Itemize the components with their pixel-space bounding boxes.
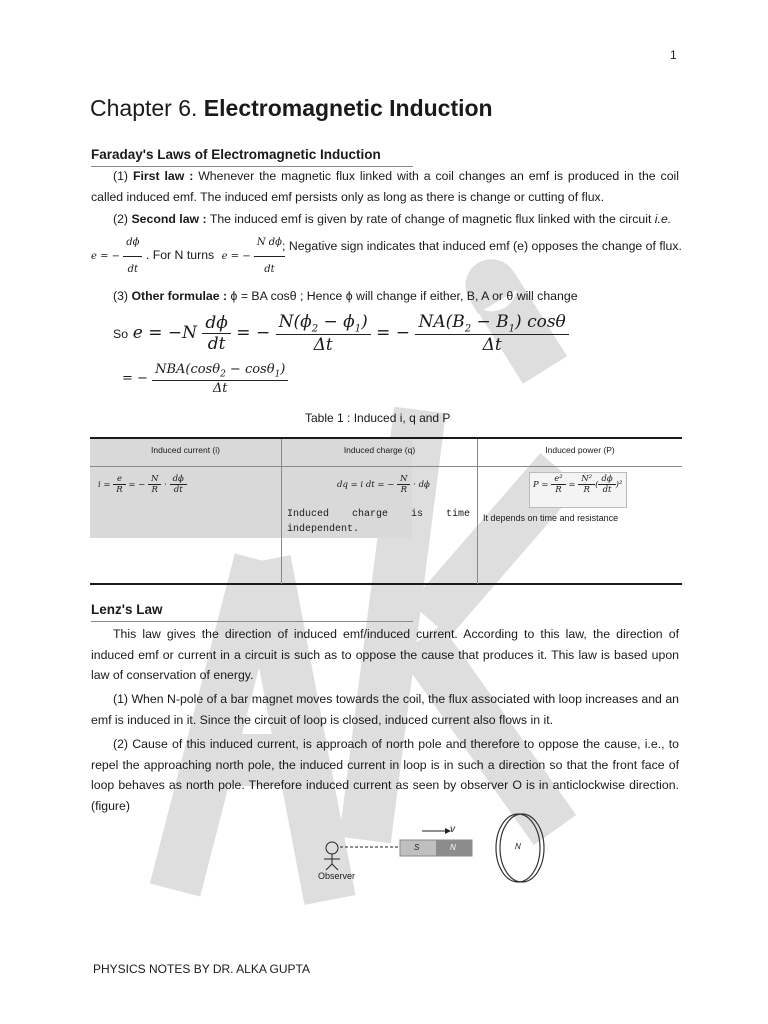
table-header-rule — [90, 466, 682, 467]
lenz-underline — [91, 621, 413, 622]
first-law-label: First law : — [132, 169, 194, 183]
chapter-prefix: Chapter 6. — [90, 95, 204, 121]
table-header-current: Induced current (i) — [151, 445, 220, 455]
power-note: It depends on time and resistance — [483, 513, 619, 523]
second-law-number: (2) — [113, 212, 132, 226]
table-bottom-rule — [90, 583, 682, 585]
negative-sign-text — [282, 236, 682, 256]
table-caption: Table 1 : Induced i, q and P — [305, 411, 451, 425]
footer: PHYSICS NOTES BY DR. ALKA GUPTA — [93, 962, 310, 976]
observer-figure — [324, 842, 400, 870]
north-pole-label: N — [450, 843, 456, 852]
second-law-paragraph — [91, 209, 679, 230]
lenz-paragraph-2: (1) When N-pole of a bar magnet moves towards the coil, the flux associated with loop increases and an emf is induced in it. Since the circuit of loop is closed, induced current also flows in it. — [91, 692, 679, 727]
other-formulae-text: ϕ = BA cosθ ; Hence ϕ will change if either, B, A or θ will change — [227, 289, 578, 303]
power-formula: P = $\frac{\text{e²}}{R}$ = $\frac{\text{N²}}{R}$ ( $\frac{d\phi}{dt}$ )² — [533, 474, 623, 495]
table-header-charge: Induced charge (q) — [343, 445, 416, 455]
ie-text: i.e. — [654, 212, 672, 226]
cos-equation: = − $\frac{NBA(\cos\theta_2 - \cos\theta_1)}{\Delta t}$ — [122, 371, 288, 386]
emf-n-turns-formula: e = − $\frac{\text{N dϕ}}{dt}$ — [222, 251, 285, 262]
second-law-label: Second law : — [131, 212, 207, 226]
charge-note: Induced charge is time independent. — [287, 509, 470, 535]
first-law-number: (1) — [113, 169, 133, 183]
lenz-paragraph-1: This law gives the direction of induced emf/induced current. According to this law, the direction of induced emf or current in a circuit is such as to oppose the cause that produces it. This law is based upon law of conservation of energy. — [91, 627, 679, 682]
first-law-paragraph — [91, 166, 679, 207]
section-heading-faraday: Faraday's Laws of Electromagnetic Induction — [91, 147, 381, 162]
current-formula: i = $\frac{e}{R}$ = − $\frac{N}{R}$ · $\frac{d\phi}{dt}$ — [98, 474, 187, 495]
first-law-text: Whenever the magnetic flux linked with a coil changes an emf is produced in the coil called induced emf. The induced emf persists only as long as there is change or cutting of flux. — [91, 169, 679, 204]
south-pole-label: S — [414, 843, 420, 852]
chapter-title: Electromagnetic Induction — [203, 95, 493, 121]
section-heading-lenz: Lenz's Law — [91, 602, 163, 617]
velocity-label: v — [450, 824, 455, 835]
other-formulae-label: Other formulae : — [131, 289, 228, 303]
negative-sign-span: ; Negative sign indicates that induced emf (e) opposes the change of flux. — [282, 239, 682, 253]
table-col-divider-2 — [477, 439, 478, 584]
for-n-turns-text: . For N turns — [145, 248, 215, 262]
cos-formula — [122, 362, 288, 396]
so-label: So — [113, 327, 129, 342]
table-col-divider-1 — [281, 439, 282, 584]
charge-formula: dq = i dt = − $\frac{N}{R}$ · dϕ — [337, 474, 430, 495]
bar-magnet — [400, 840, 472, 856]
second-law-text: The induced emf is given by rate of change of magnetic flux linked with the circuit — [206, 212, 655, 226]
page-number: 1 — [670, 48, 677, 62]
so-formula — [113, 312, 569, 355]
page-title — [90, 95, 493, 122]
table-top-rule — [90, 437, 682, 439]
third-law-number: (3) — [113, 289, 132, 303]
table-header-power: Induced power (P) — [545, 445, 615, 455]
lenz-paragraph-3: (2) Cause of this induced current, is approach of north pole and therefore to oppose the cause, i.e., to repel the approaching north pole, the induced current in loop is in such a direction so that the front face of loop behaves as north pole. Therefore induced current as seen by observer O is in anticlockwise direction. (figure) — [91, 737, 679, 813]
observer-label: Observer — [318, 871, 356, 881]
so-equation: e = −N $\frac{d\phi}{dt}$ = − $\frac{N(\phi_2 - \phi_1)}{\Delta t}$ = − $\frac{NA(B_2 - B_1) \cos\theta}{\Delta t}$ — [133, 323, 569, 343]
other-formulae-paragraph — [91, 286, 679, 307]
emf-formula: e = − $\frac{d\phi}{dt}$ — [91, 251, 142, 262]
loop-label: N — [515, 842, 521, 851]
